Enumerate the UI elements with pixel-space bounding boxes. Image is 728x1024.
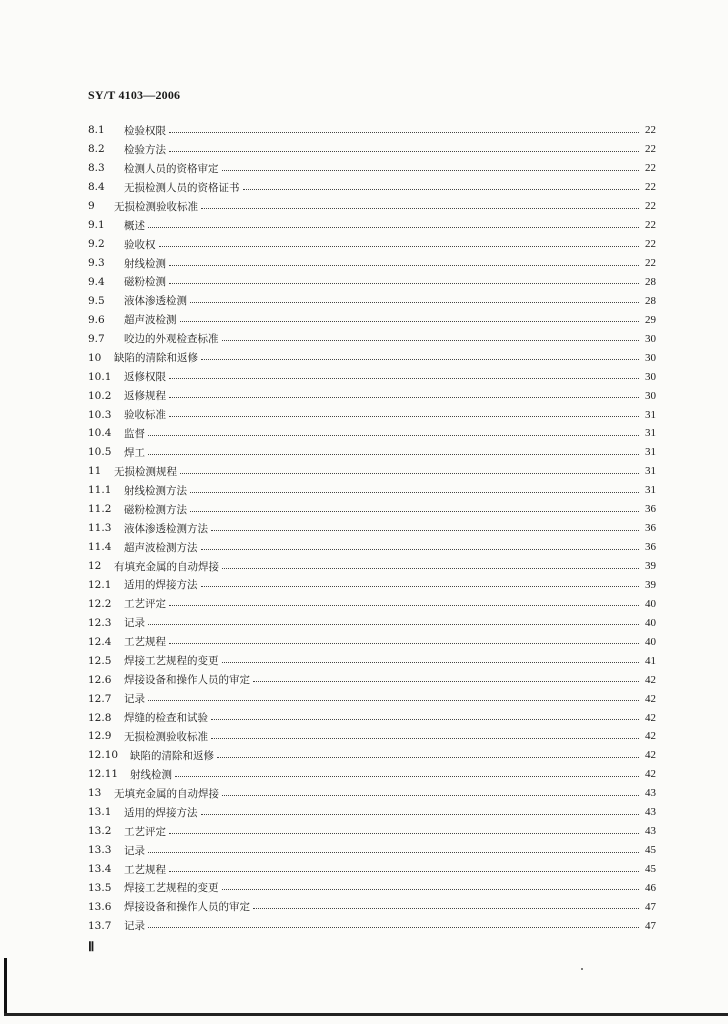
table-of-contents	[88, 121, 656, 935]
toc-entry	[88, 310, 656, 329]
toc-entry	[88, 651, 656, 670]
toc-entry-page: 22	[645, 200, 656, 213]
toc-entry	[88, 273, 656, 292]
toc-entry-title: 超声波检测	[124, 314, 177, 327]
dot-leader	[169, 283, 639, 284]
toc-entry-title: 无损检测验收标准	[124, 730, 208, 743]
dot-leader	[148, 454, 639, 455]
toc-entry	[88, 121, 656, 140]
toc-entry	[88, 254, 656, 273]
toc-entry-number: 12.10	[88, 749, 119, 762]
toc-entry-number: 12.8	[88, 711, 112, 724]
scan-edge-bottom	[4, 1013, 728, 1016]
dot-leader	[180, 473, 639, 474]
toc-entry-number: 10.2	[88, 389, 112, 402]
toc-entry-page: 30	[645, 370, 656, 383]
toc-entry-page: 30	[645, 351, 656, 364]
toc-entry	[88, 519, 656, 538]
dot-leader	[222, 568, 639, 569]
toc-entry-title: 记录	[124, 844, 145, 857]
toc-entry-page: 31	[645, 446, 656, 459]
toc-entry	[88, 443, 656, 462]
toc-entry	[88, 367, 656, 386]
toc-entry	[88, 765, 656, 784]
toc-entry-page: 22	[645, 143, 656, 156]
toc-entry-number: 9.4	[88, 275, 105, 288]
toc-entry-number: 9.1	[88, 219, 105, 232]
dot-leader	[169, 605, 639, 606]
dot-leader	[243, 189, 640, 190]
toc-entry-title: 磁粉检测	[124, 276, 166, 289]
toc-entry	[88, 197, 656, 216]
toc-entry	[88, 235, 656, 254]
dot-leader	[217, 757, 639, 758]
toc-entry-number: 9.7	[88, 332, 105, 345]
toc-entry-page: 42	[645, 749, 656, 762]
toc-entry-number: 12.7	[88, 692, 112, 705]
toc-entry-page: 42	[645, 730, 656, 743]
toc-entry-title: 工艺评定	[124, 825, 166, 838]
dot-leader	[253, 908, 639, 909]
toc-entry-number: 13.2	[88, 825, 112, 838]
toc-entry-page: 36	[645, 503, 656, 516]
scan-edge-left	[4, 958, 7, 1016]
toc-entry	[88, 576, 656, 595]
dot-leader	[190, 511, 639, 512]
toc-entry-page: 22	[645, 162, 656, 175]
toc-entry-page: 22	[645, 181, 656, 194]
toc-entry-page: 39	[645, 560, 656, 573]
toc-entry-title: 记录	[124, 617, 145, 630]
toc-entry-number: 11	[88, 465, 102, 478]
dot-leader	[201, 814, 640, 815]
toc-entry-number: 11.4	[88, 541, 112, 554]
toc-entry-title: 焊接工艺规程的变更	[124, 882, 219, 895]
toc-entry-number: 12.4	[88, 635, 112, 648]
toc-entry-page: 43	[645, 806, 656, 819]
toc-entry-title: 记录	[124, 693, 145, 706]
toc-entry-number: 8.3	[88, 162, 105, 175]
toc-entry-number: 13.5	[88, 881, 112, 894]
dot-leader	[169, 416, 639, 417]
toc-entry-number: 10.5	[88, 446, 112, 459]
toc-entry-title: 缺陷的清除和返修	[114, 352, 198, 365]
dot-leader	[169, 871, 639, 872]
dot-leader	[201, 359, 639, 360]
dot-leader	[201, 586, 640, 587]
toc-entry-title: 无损检测人员的资格证书	[124, 181, 240, 194]
toc-entry-number: 9.2	[88, 238, 105, 251]
toc-entry-number: 12.6	[88, 673, 112, 686]
dot-leader	[148, 624, 639, 625]
toc-entry-title: 射线检测	[130, 768, 172, 781]
toc-entry	[88, 178, 656, 197]
toc-entry	[88, 348, 656, 367]
toc-entry-title: 验收权	[124, 238, 156, 251]
dot-leader	[222, 889, 640, 890]
toc-entry-page: 41	[645, 654, 656, 667]
toc-entry-number: 13.6	[88, 900, 112, 913]
dot-leader	[169, 397, 639, 398]
toc-entry	[88, 841, 656, 860]
toc-entry-title: 概述	[124, 219, 145, 232]
toc-entry-page: 42	[645, 768, 656, 781]
dot-leader	[148, 700, 639, 701]
dot-leader	[159, 246, 640, 247]
scan-speck	[581, 968, 583, 970]
toc-entry-title: 射线检测	[124, 257, 166, 270]
toc-entry	[88, 784, 656, 803]
dot-leader	[169, 151, 639, 152]
toc-entry-title: 焊接设备和操作人员的审定	[124, 674, 250, 687]
dot-leader	[201, 208, 639, 209]
toc-entry-page: 45	[645, 844, 656, 857]
toc-entry-page: 43	[645, 825, 656, 838]
dot-leader	[222, 170, 640, 171]
toc-entry	[88, 708, 656, 727]
toc-entry-number: 8.4	[88, 181, 105, 194]
toc-entry-number: 13.7	[88, 919, 112, 932]
dot-leader	[253, 681, 639, 682]
toc-entry-title: 焊缝的检查和试验	[124, 712, 208, 725]
dot-leader	[148, 927, 639, 928]
toc-entry-page: 47	[645, 900, 656, 913]
toc-entry-number: 9	[88, 200, 95, 213]
dot-leader	[148, 435, 639, 436]
document-code-header: SY/T 4103—2006	[88, 88, 181, 102]
toc-entry	[88, 897, 656, 916]
dot-leader	[211, 738, 639, 739]
toc-entry-number: 13	[88, 787, 102, 800]
toc-entry	[88, 727, 656, 746]
toc-entry-title: 工艺规程	[124, 863, 166, 876]
toc-entry-title: 检测人员的资格审定	[124, 162, 219, 175]
toc-entry-title: 焊工	[124, 446, 145, 459]
toc-entry-page: 46	[645, 881, 656, 894]
toc-entry	[88, 822, 656, 841]
toc-entry-page: 29	[645, 313, 656, 326]
toc-entry-number: 12.1	[88, 578, 112, 591]
toc-entry-number: 11.2	[88, 503, 112, 516]
toc-entry	[88, 159, 656, 178]
toc-entry	[88, 632, 656, 651]
toc-entry-page: 39	[645, 578, 656, 591]
toc-entry-title: 检验权限	[124, 124, 166, 137]
toc-entry	[88, 386, 656, 405]
toc-entry-number: 10.3	[88, 408, 112, 421]
toc-entry-page: 42	[645, 692, 656, 705]
toc-entry-page: 31	[645, 465, 656, 478]
toc-entry-page: 30	[645, 332, 656, 345]
toc-entry-title: 咬边的外观检查标准	[124, 333, 219, 346]
toc-entry	[88, 746, 656, 765]
toc-entry-number: 11.1	[88, 484, 112, 497]
toc-entry-page: 31	[645, 408, 656, 421]
dot-leader	[169, 643, 639, 644]
dot-leader	[211, 530, 639, 531]
toc-entry	[88, 594, 656, 613]
toc-entry-number: 12.5	[88, 654, 112, 667]
toc-entry-page: 30	[645, 389, 656, 402]
toc-entry	[88, 329, 656, 348]
toc-entry-number: 8.1	[88, 124, 105, 137]
toc-entry	[88, 557, 656, 576]
dot-leader	[169, 132, 639, 133]
toc-entry-number: 10	[88, 351, 102, 364]
toc-entry-number: 11.3	[88, 522, 112, 535]
toc-entry-title: 返修规程	[124, 390, 166, 403]
toc-entry-number: 13.3	[88, 844, 112, 857]
toc-entry-page: 31	[645, 484, 656, 497]
toc-entry	[88, 689, 656, 708]
toc-entry-title: 检验方法	[124, 143, 166, 156]
toc-entry-page: 22	[645, 124, 656, 137]
toc-entry-page: 40	[645, 635, 656, 648]
dot-leader	[211, 719, 639, 720]
dot-leader	[222, 662, 640, 663]
toc-entry-page: 22	[645, 238, 656, 251]
toc-entry-title: 工艺评定	[124, 598, 166, 611]
toc-entry	[88, 291, 656, 310]
toc-entry-number: 12.2	[88, 597, 112, 610]
dot-leader	[190, 492, 639, 493]
toc-entry	[88, 860, 656, 879]
toc-entry-page: 40	[645, 616, 656, 629]
toc-entry-title: 射线检测方法	[124, 484, 187, 497]
toc-entry-title: 液体渗透检测方法	[124, 522, 208, 535]
toc-entry	[88, 424, 656, 443]
toc-entry-number: 10.4	[88, 427, 112, 440]
toc-entry	[88, 462, 656, 481]
dot-leader	[175, 776, 639, 777]
toc-entry-title: 无填充金属的自动焊接	[114, 787, 219, 800]
toc-entry-title: 记录	[124, 920, 145, 933]
toc-entry-title: 磁粉检测方法	[124, 503, 187, 516]
toc-entry-number: 10.1	[88, 370, 112, 383]
toc-entry	[88, 613, 656, 632]
dot-leader	[201, 549, 640, 550]
toc-entry-title: 无损检测验收标准	[114, 200, 198, 213]
toc-entry	[88, 670, 656, 689]
toc-entry-title: 超声波检测方法	[124, 541, 198, 554]
toc-entry-title: 适用的焊接方法	[124, 579, 198, 592]
toc-entry-title: 监督	[124, 427, 145, 440]
toc-entry-page: 22	[645, 219, 656, 232]
toc-entry-number: 9.3	[88, 257, 105, 270]
toc-entry-title: 有填充金属的自动焊接	[114, 560, 219, 573]
toc-entry-page: 47	[645, 919, 656, 932]
toc-entry-title: 无损检测规程	[114, 465, 177, 478]
toc-entry	[88, 500, 656, 519]
toc-entry	[88, 481, 656, 500]
toc-entry-number: 9.5	[88, 294, 105, 307]
dot-leader	[148, 227, 639, 228]
toc-entry-page: 28	[645, 294, 656, 307]
toc-entry-page: 43	[645, 787, 656, 800]
toc-entry-number: 12.11	[88, 768, 119, 781]
toc-entry-page: 42	[645, 673, 656, 686]
dot-leader	[180, 321, 640, 322]
toc-entry-title: 焊接设备和操作人员的审定	[124, 901, 250, 914]
toc-entry-page: 28	[645, 275, 656, 288]
dot-leader	[222, 340, 640, 341]
toc-entry-page: 22	[645, 257, 656, 270]
toc-entry-page: 42	[645, 711, 656, 724]
toc-entry-title: 焊接工艺规程的变更	[124, 655, 219, 668]
toc-entry	[88, 405, 656, 424]
dot-leader	[222, 795, 639, 796]
toc-entry-page: 31	[645, 427, 656, 440]
dot-leader	[148, 852, 639, 853]
toc-entry-number: 12	[88, 560, 102, 573]
toc-entry-page: 36	[645, 541, 656, 554]
toc-entry-title: 缺陷的清除和返修	[130, 749, 214, 762]
toc-entry	[88, 916, 656, 935]
toc-entry-number: 13.1	[88, 806, 112, 819]
toc-entry-number: 9.6	[88, 313, 105, 326]
toc-entry-number: 13.4	[88, 863, 112, 876]
toc-entry-number: 12.9	[88, 730, 112, 743]
dot-leader	[169, 378, 639, 379]
toc-entry-page: 45	[645, 863, 656, 876]
toc-entry-title: 适用的焊接方法	[124, 806, 198, 819]
toc-entry	[88, 216, 656, 235]
toc-entry	[88, 879, 656, 898]
dot-leader	[169, 265, 639, 266]
toc-entry-title: 工艺规程	[124, 636, 166, 649]
toc-entry	[88, 803, 656, 822]
toc-entry-number: 8.2	[88, 143, 105, 156]
dot-leader	[190, 302, 639, 303]
toc-entry-title: 液体渗透检测	[124, 295, 187, 308]
toc-entry	[88, 538, 656, 557]
toc-entry-title: 验收标准	[124, 409, 166, 422]
toc-entry-page: 40	[645, 597, 656, 610]
toc-entry	[88, 140, 656, 159]
toc-entry-title: 返修权限	[124, 371, 166, 384]
dot-leader	[169, 833, 639, 834]
page-number: Ⅱ	[88, 939, 95, 954]
toc-entry-number: 12.3	[88, 616, 112, 629]
toc-entry-page: 36	[645, 522, 656, 535]
